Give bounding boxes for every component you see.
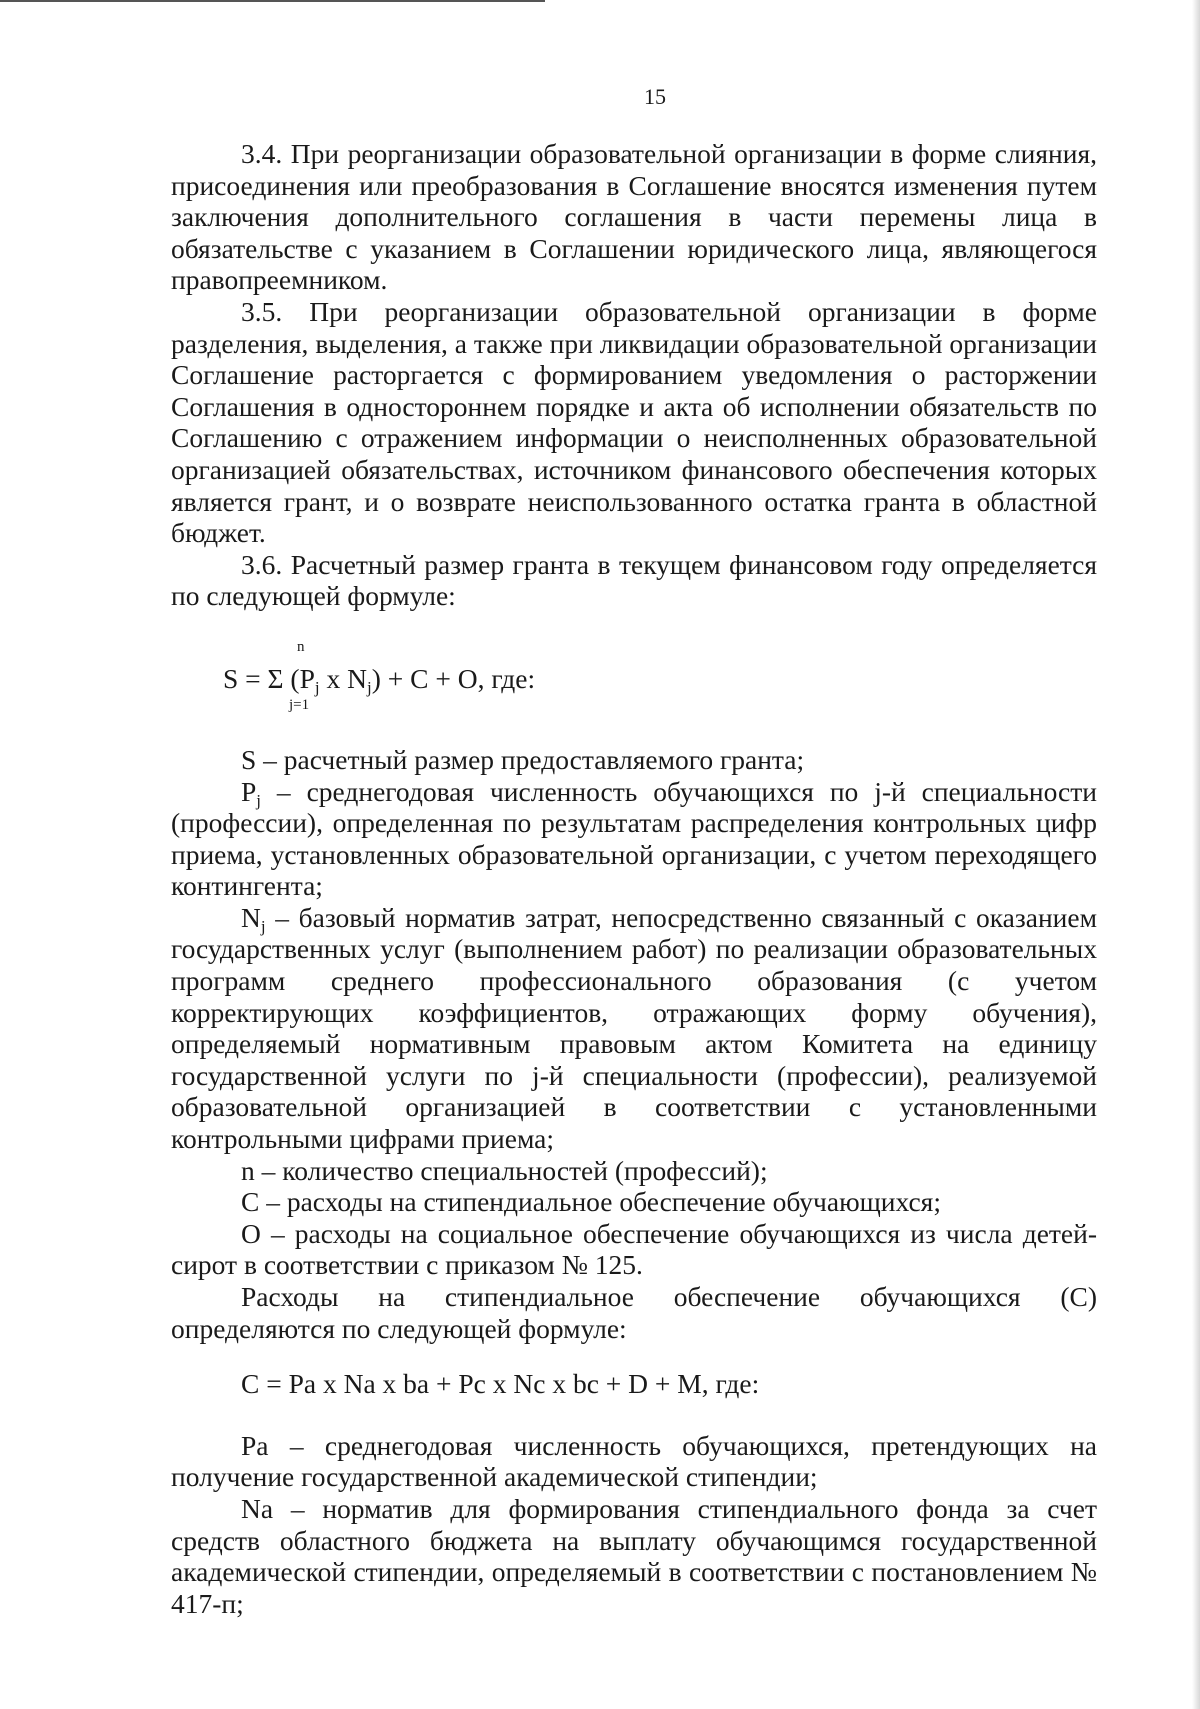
page-number: 15 [644, 84, 666, 109]
paragraph-3-4: 3.4. При реорганизации образовательной организации в форме слияния, присоединения или преобразования в Соглашение вносятся изменения путем заключения дополнительного соглашения в части перемены лица в обязательстве с указанием в Соглашении юридического лица, являющегося правопреемником. [171, 138, 1097, 296]
sum-upper-limit: n [297, 638, 305, 655]
scan-edge-line [0, 0, 545, 2]
definition-n: n – количество специальностей (профессий); [241, 1154, 768, 1186]
grant-formula-expression: S = Σ ($P_j$ x $N_j) + C + O$, где: [223, 662, 536, 697]
definition-nj: $N_j$ – базовый норматив затрат, непосредственно связанный с оказанием государственных услуг (выполнением работ) по реализации образовательных программ среднего профессионального образования (с учетом корректирующих коэффициентов, отражающих форму обучения), определяемый нормативным правовым актом Комитета на единицу государственной услуги по j-й специальности (профессии), реализуемой образовательной организацией в соответствии с установленными контрольными цифрами приема; [171, 901, 1097, 1155]
definition-c: C – расходы на стипендиальное обеспечение обучающихся; [241, 1186, 941, 1218]
definition-o: O – расходы на социальное обеспечение обучающихся из числа детей-сирот в соответствии с приказом № 125. [171, 1217, 1097, 1281]
paragraph-3-6: 3.6. Расчетный размер гранта в текущем финансовом году определяется по следующей формуле: [171, 548, 1097, 612]
definition-pa: Pa – среднегодовая численность обучающихся, претендующих на получение государственной академической стипендии; [171, 1429, 1097, 1493]
stipend-intro: Расходы на стипендиальное обеспечение обучающихся (C) определяются по следующей формуле: [171, 1281, 1097, 1344]
grant-formula [223, 640, 1097, 718]
paragraph-3-5: 3.5. При реорганизации образовательной организации в форме разделения, выделения, а также при ликвидации образовательной организации Соглашение расторгается с формированием уведомления о расторжении Соглашения в одностороннем порядке и акта об исполнении обязательств по Соглашению с отражением информации о неисполненных образовательной организацией обязательствах, источником финансового обеспечения которых является грант, и о возврате неиспользованного остатка гранта в областной бюджет. [171, 295, 1097, 549]
stipend-formula: C = Pa x Na x ba + Pc x Nc x bc + D + M, где: [241, 1368, 760, 1400]
document-body [171, 138, 1097, 1619]
definition-na: Na – норматив для формирования стипендиального фонда за счет средств областного бюджета на выплату обучающимся государственной академической стипендии, определяемый в соответствии с постановлением № 417-п; [171, 1492, 1097, 1619]
definition-pj: $P_j$ – среднегодовая численность обучающихся по j-й специальности (профессии), определенная по результатам распределения контрольных цифр приема, установленных образовательной организации, с учетом переходящего контингента; [171, 775, 1097, 902]
sum-lower-limit: j=1 [289, 696, 310, 713]
scan-edge-shadow [1192, 0, 1200, 1709]
definition-s: S – расчетный размер предоставляемого гранта; [241, 743, 805, 775]
